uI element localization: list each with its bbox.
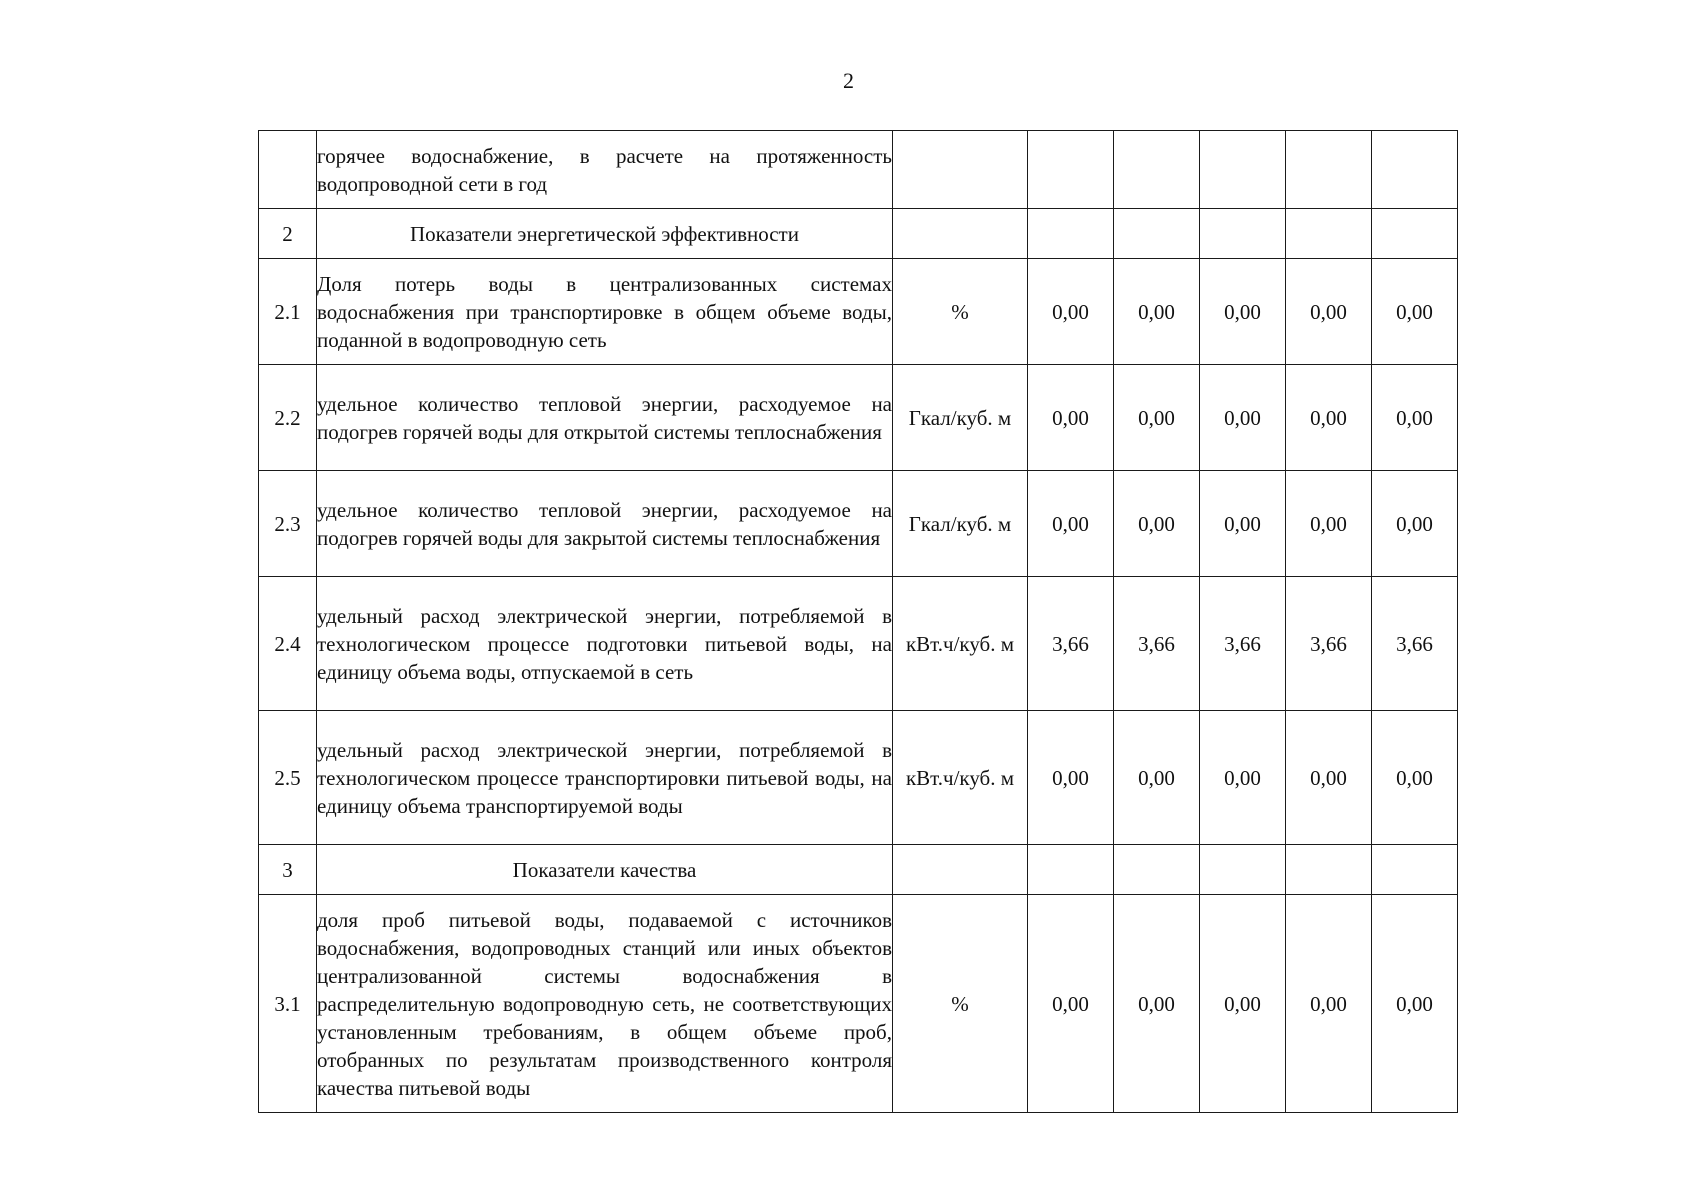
value-cell: 0,00 (1114, 895, 1200, 1113)
section-title: Показатели энергетической эффективности (317, 209, 893, 259)
value-cell (1028, 845, 1114, 895)
value-cell (1200, 845, 1286, 895)
value-cell: 0,00 (1286, 711, 1372, 845)
table-row (259, 131, 1458, 209)
value-cell: 0,00 (1114, 471, 1200, 577)
value-cell: 0,00 (1114, 365, 1200, 471)
value-cell: 0,00 (1372, 711, 1458, 845)
row-number (259, 131, 317, 209)
section-row (259, 209, 1458, 259)
value-cell (1028, 131, 1114, 209)
page-number: 2 (843, 68, 854, 93)
row-number: 2.5 (259, 711, 317, 845)
value-cell: 3,66 (1286, 577, 1372, 711)
table-row (259, 895, 1458, 1113)
section-title: Показатели качества (317, 845, 893, 895)
value-cell: 0,00 (1372, 365, 1458, 471)
value-cell: 0,00 (1372, 259, 1458, 365)
unit-cell: кВт.ч/куб. м (893, 711, 1028, 845)
row-number: 2.1 (259, 259, 317, 365)
indicator-name: удельный расход электрической энергии, потребляемой в технологическом процессе транспортировки питьевой воды, на единицу объема транспортируемой воды (317, 711, 893, 845)
indicator-name: доля проб питьевой воды, подаваемой с источников водоснабжения, водопроводных станций или иных объектов централизованной системы водоснабжения в распределительную водопроводную сеть, не соответствующих установленным требованиям, в общем объеме проб, отобранных по результатам производственного контроля качества питьевой воды (317, 895, 893, 1113)
indicator-name: удельное количество тепловой энергии, расходуемое на подогрев горячей воды для закрытой системы теплоснабжения (317, 471, 893, 577)
value-cell (1114, 131, 1200, 209)
value-cell (1286, 209, 1372, 259)
value-cell: 0,00 (1028, 711, 1114, 845)
row-number: 2.2 (259, 365, 317, 471)
row-number: 2.4 (259, 577, 317, 711)
value-cell: 0,00 (1200, 471, 1286, 577)
value-cell: 0,00 (1372, 895, 1458, 1113)
value-cell (1372, 131, 1458, 209)
indicators-table (258, 130, 1458, 1113)
value-cell: 0,00 (1114, 711, 1200, 845)
indicator-name: удельный расход электрической энергии, потребляемой в технологическом процессе подготовки питьевой воды, на единицу объема воды, отпускаемой в сеть (317, 577, 893, 711)
value-cell (1372, 209, 1458, 259)
value-cell (1286, 845, 1372, 895)
value-cell (1028, 209, 1114, 259)
value-cell: 0,00 (1200, 259, 1286, 365)
value-cell (1200, 209, 1286, 259)
unit-cell: Гкал/куб. м (893, 471, 1028, 577)
indicator-name: Доля потерь воды в централизованных системах водоснабжения при транспортировке в общем объеме воды, поданной в водопроводную сеть (317, 259, 893, 365)
table-row (259, 711, 1458, 845)
unit-cell (893, 209, 1028, 259)
table-row (259, 259, 1458, 365)
table-row (259, 471, 1458, 577)
indicator-name: удельное количество тепловой энергии, расходуемое на подогрев горячей воды для открытой системы теплоснабжения (317, 365, 893, 471)
unit-cell: % (893, 895, 1028, 1113)
value-cell: 0,00 (1286, 365, 1372, 471)
value-cell (1372, 845, 1458, 895)
value-cell: 3,66 (1028, 577, 1114, 711)
value-cell (1200, 131, 1286, 209)
value-cell (1114, 845, 1200, 895)
row-number: 2.3 (259, 471, 317, 577)
unit-cell (893, 845, 1028, 895)
section-number: 3 (259, 845, 317, 895)
unit-cell (893, 131, 1028, 209)
value-cell: 0,00 (1286, 259, 1372, 365)
value-cell: 0,00 (1114, 259, 1200, 365)
value-cell: 0,00 (1028, 471, 1114, 577)
section-row (259, 845, 1458, 895)
value-cell: 0,00 (1028, 895, 1114, 1113)
indicator-name: горячее водоснабжение, в расчете на протяженность водопроводной сети в год (317, 131, 893, 209)
unit-cell: Гкал/куб. м (893, 365, 1028, 471)
value-cell: 0,00 (1372, 471, 1458, 577)
value-cell (1114, 209, 1200, 259)
value-cell: 0,00 (1028, 259, 1114, 365)
table-row (259, 365, 1458, 471)
value-cell: 0,00 (1200, 711, 1286, 845)
value-cell: 3,66 (1372, 577, 1458, 711)
table-row (259, 577, 1458, 711)
value-cell (1286, 131, 1372, 209)
value-cell: 3,66 (1114, 577, 1200, 711)
value-cell: 0,00 (1286, 471, 1372, 577)
value-cell: 3,66 (1200, 577, 1286, 711)
section-number: 2 (259, 209, 317, 259)
value-cell: 0,00 (1200, 895, 1286, 1113)
value-cell: 0,00 (1286, 895, 1372, 1113)
unit-cell: % (893, 259, 1028, 365)
unit-cell: кВт.ч/куб. м (893, 577, 1028, 711)
row-number: 3.1 (259, 895, 317, 1113)
value-cell: 0,00 (1028, 365, 1114, 471)
value-cell: 0,00 (1200, 365, 1286, 471)
